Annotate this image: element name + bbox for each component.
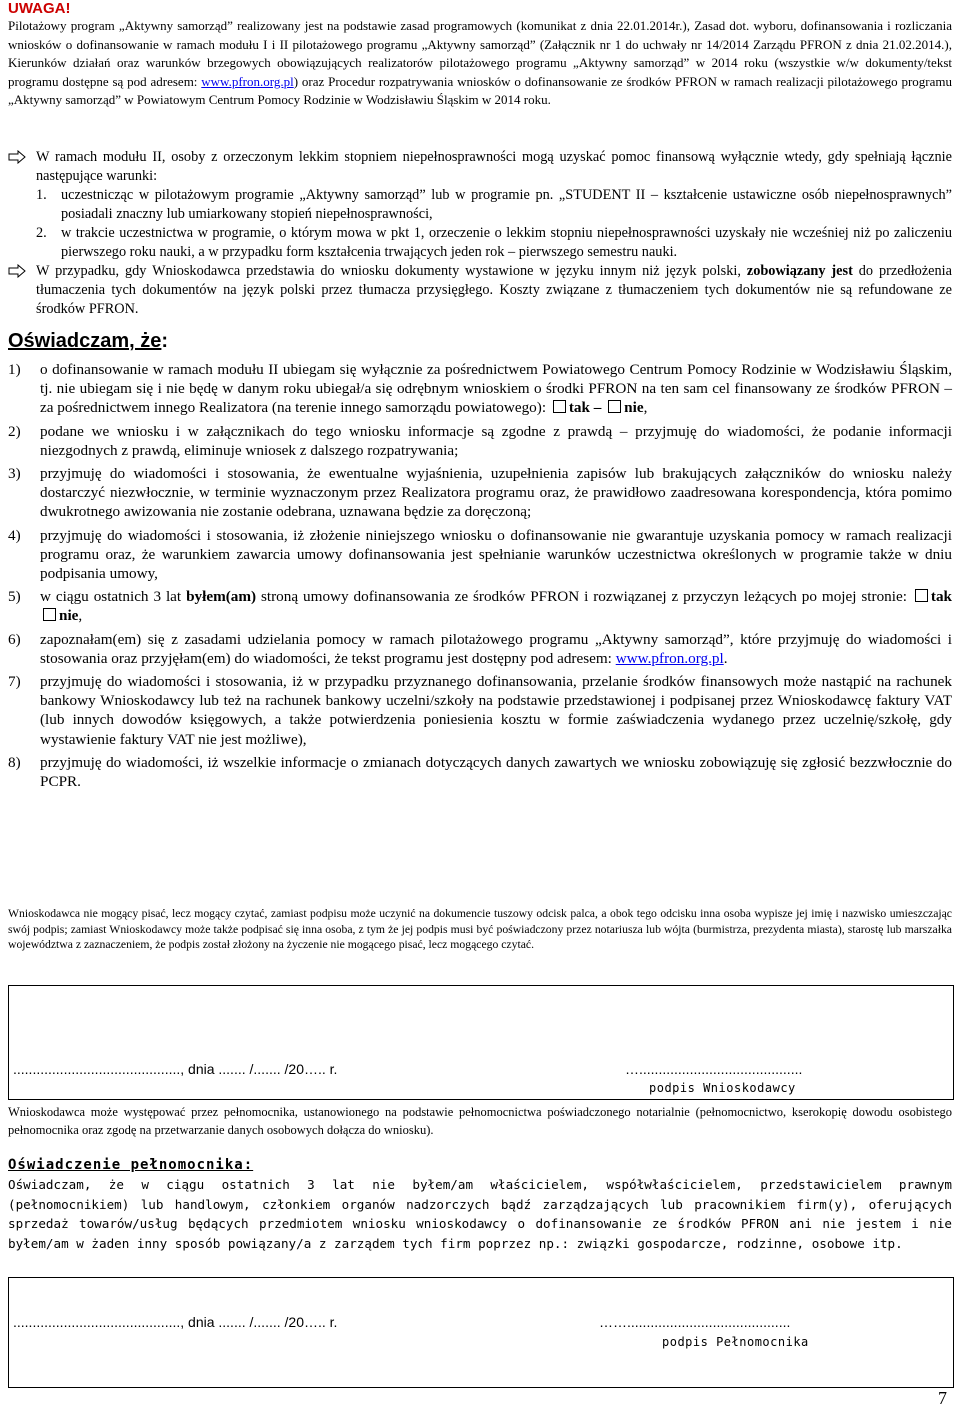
proxy-declaration-text: Oświadczam, że w ciągu ostatnich 3 lat nie byłem/am właścicielem, współwłaścicielem, przedstawicielem prawnym (pełnomocnikiem) lub handlowym, członkiem organów nadzorczych bądź zarządzających lub pracownikiem firm(y), oferujących sprzedaż towarów/usług będących przedmiotem wniosku wnioskodawcy o dofinansowanie ze środków PFRON ani nie jestem i nie byłem/am w żaden inny sposób powiązany/a z zarządem tych firm poprzez np.: związki gospodarcze, rodzinne, osobowe itp. bbox=[8, 1177, 952, 1251]
translation-text bbox=[36, 262, 952, 319]
place-date-field[interactable]: ..........................................., dnia ....... /....... /20….. r. bbox=[13, 1061, 338, 1077]
declaration-heading bbox=[8, 330, 168, 353]
item-text: przyjmuję do wiadomości, iż wszelkie informacje o zmianach dotyczących danych zawartych we wniosku zobowiązuję się zgłosić bezzwłocznie do PCPR. bbox=[40, 753, 952, 791]
declaration-item-7 bbox=[8, 672, 952, 749]
heading-text: Oświadczam, że bbox=[8, 330, 162, 352]
option-label: tak bbox=[568, 399, 590, 417]
warning-intro bbox=[8, 17, 952, 110]
applicant-signature-box bbox=[8, 985, 954, 1100]
text: do przedłożenia tłumaczenia tych dokumentów na język polski przez tłumacza przysięgłego. Koszty związane z tłumaczeniem tych dokumentów nie są refundowane ze środków PFRON. bbox=[36, 263, 952, 317]
declaration-item-8 bbox=[8, 753, 952, 791]
warning-title: UWAGA! bbox=[8, 0, 71, 17]
signature-line[interactable]: …….......................................... bbox=[599, 1314, 791, 1330]
item-number: 5) bbox=[8, 588, 21, 606]
pfron-link-intro[interactable]: www.pfron.org.pl bbox=[201, 73, 294, 89]
intro-text-1: Pilotażowy program „Aktywny samorząd” realizowany jest na podstawie zasad programowych (komunikat z dnia 22.01.2014r.), Zasad dot. wyboru, dofinansowania i rozliczania wniosków o dofinansowanie w ramach modułu I i II pilotażowego programu „Aktywny samorząd” (Załącznik nr 1 do uchwały nr 14/2014 Zarządu PFRON z dnia 21.02.2014.), Kierunków działań oraz warunków brzegowych obowiązujących realizatorów pilotażowego programu „Aktywny samorząd” w 2014 roku (wszystkie w/w dokumenty/tekst programu dostępne są pod adresem: bbox=[8, 18, 952, 89]
item-number: 8) bbox=[8, 753, 21, 771]
bold-text: zobowiązany jest bbox=[746, 263, 853, 279]
fingerprint-note: Wnioskodawca nie mogący pisać, lecz mogący czytać, zamiast podpisu może uczynić na dokumencie tuszowy odcisk palca, a obok tego odcisku inna osoba wypisze jej imię i nazwisko umieszczając swój podpis; zamiast Wnioskodawcy może także podpisać się inna osoba, z tym że jej podpis musi być poświadczony przez notariusza lub wójta (burmistrza, prezydenta miasta), starostę lub marszałka województwa z zaznaczeniem, że podpis został złożony na życzenie nie mogącego pisać, lecz mogącego czytać. bbox=[8, 907, 952, 951]
option-label: nie bbox=[59, 607, 79, 625]
declaration-item-4 bbox=[8, 526, 952, 584]
declaration-list bbox=[8, 360, 952, 795]
text: W przypadku, gdy Wnioskodawca przedstawia do wniosku dokumenty wystawione w języku innym niż język polski, bbox=[36, 263, 747, 279]
item-number: 3) bbox=[8, 465, 21, 483]
checkbox-no[interactable] bbox=[608, 400, 621, 413]
checkbox-no[interactable] bbox=[43, 608, 56, 621]
conditions-list bbox=[36, 186, 952, 262]
heading-colon: : bbox=[161, 330, 169, 352]
signature-line[interactable]: ….......................................... bbox=[625, 1061, 803, 1077]
item-text: podane we wniosku i w załącznikach do tego wniosku informacje są zgodne z prawdą – przyjmuję do wiadomości, że podanie informacji niezgodnych z prawdą, eliminuje wniosek z dalszego rozpatrywania; bbox=[40, 422, 952, 459]
item-number: 1. bbox=[36, 187, 47, 203]
item-number: 4) bbox=[8, 526, 21, 544]
declaration-item-1 bbox=[8, 360, 952, 418]
arrow-right-icon bbox=[8, 264, 26, 278]
page-number: 7 bbox=[938, 1388, 947, 1408]
item-text: , bbox=[643, 399, 648, 417]
item-text: . bbox=[723, 649, 728, 667]
list-item bbox=[36, 224, 952, 262]
bold-text: byłem(am) bbox=[186, 588, 257, 606]
proxy-signature-box bbox=[8, 1277, 954, 1388]
option-label: nie bbox=[624, 399, 644, 417]
checkbox-yes[interactable] bbox=[915, 589, 928, 602]
item-text: stroną umowy dofinansowania ze środków PFRON i rozwiązanej z przyczyn leżących po mojej stronie: bbox=[256, 588, 907, 606]
dash: – bbox=[593, 399, 602, 417]
item-number: 6) bbox=[8, 630, 21, 648]
intro-text-2: ) oraz Procedur rozpatrywania wniosków o dofinansowanie ze środków PFRON w ramach realizacji pilotażowego programu „Aktywny samorząd” w Powiatowym Centrum Pomocy Rodzinie w Wodzisławiu Śląskim w 2014 roku. bbox=[8, 73, 952, 107]
arrow-right-icon bbox=[8, 150, 26, 164]
list-item bbox=[36, 186, 952, 224]
item-text: przyjmuję do wiadomości i stosowania, że ewentualne wyjaśnienia, uzupełnienia zapisów lub brakujących załączników do wniosku należy dostarczyć niezwłocznie, w terminie wyznaczonym przez Realizatora programu oraz, że prawidłowo zaadresowana korespondencja, która pomimo dwukrotnego awizowania nie zostanie odebrana, uznawana będzie za doręczoną; bbox=[40, 465, 952, 521]
item-text: w trakcie uczestnictwa w programie, o którym mowa w pkt 1, orzeczenie o lekkim stopniu niepełnosprawności uzyskały nie wcześniej niż po zaliczeniu pierwszego roku nauki, a w przypadku form kształcenia trwających jeden rok – pierwszego semestru nauki. bbox=[61, 225, 952, 260]
declaration-item-3 bbox=[8, 464, 952, 522]
option-label: tak bbox=[930, 588, 952, 606]
declaration-item-5 bbox=[8, 587, 952, 625]
item-text: zapoznałam(em) się z zasadami udzielania pomocy w ramach pilotażowego programu „Aktywny samorząd”, które przyjmuję do wiadomości i stosowania oraz przyjęłam(em) do wiadomości, że tekst programu jest dostępny pod adresem: bbox=[40, 630, 952, 667]
item-text: przyjmuję do wiadomości i stosowania, iż złożenie niniejszego wniosku o dofinansowanie nie gwarantuje uzyskania pomocy w ramach realizacji programu oraz, że warunkiem zawarcia umowy dofinansowania jest spełnianie warunków uczestnictwa określonych w programie także w dniu podpisania umowy, bbox=[40, 526, 952, 583]
item-number: 2. bbox=[36, 225, 47, 241]
pfron-link[interactable]: www.pfron.org.pl bbox=[615, 649, 724, 667]
checkbox-yes[interactable] bbox=[553, 400, 566, 413]
item-text: o dofinansowanie w ramach modułu II ubiegam się wyłącznie za pośrednictwem Powiatowego Centrum Pomocy Rodzinie w Wodzisławiu Śląskim, tj. nie ubiegam się i nie będę w danym roku ubiegał/a się odrębnym wnioskiem o środki PFRON na ten sam cel finansowany ze środków PFRON – za pośrednictwem innego Realizatora (na terenie innego samorządu powiatowego): bbox=[40, 361, 952, 417]
item-number: 1) bbox=[8, 361, 21, 378]
item-text: w ciągu ostatnich 3 lat bbox=[40, 588, 187, 606]
arrow-note-module-ii bbox=[8, 148, 952, 262]
proxy-heading: Oświadczenie pełnomocnika: bbox=[8, 1157, 254, 1173]
signature-label: podpis Pełnomocnika bbox=[662, 1335, 809, 1349]
item-number: 7) bbox=[8, 673, 21, 691]
item-text: przyjmuję do wiadomości i stosowania, iż w przypadku przyznanego dofinansowania, przelanie środków finansowych może nastąpić na rachunek bankowy Wnioskodawcy lub też na rachunek bankowy uczelni/szkoły na podstawie przedstawionej i podpisanej przez Wnioskodawcę faktury VAT (lub innych dowodów księgowych, a także potwierdzenia poniesienia kosztu w formie zaświadczenia wydanego przez uczelnię/szkołę, gdy wystawienie faktury VAT nie jest możliwe), bbox=[40, 673, 952, 748]
item-number: 2) bbox=[8, 422, 21, 440]
proxy-note: Wnioskodawca może występować przez pełnomocnika, ustanowionego na podstawie pełnomocnictwa poświadczonego notarialnie (pełnomocnictwo, kserokopię dowodu osobistego pełnomocnika oraz zgodę na przetwarzanie danych osobowych dołącza do wniosku). bbox=[8, 1105, 952, 1137]
module-ii-intro: W ramach modułu II, osoby z orzeczonym lekkim stopniem niepełnosprawności mogą uzyskać pomoc finansową wyłącznie wtedy, gdy spełniają łącznie następujące warunki: bbox=[36, 149, 952, 184]
item-text: , bbox=[78, 607, 83, 625]
declaration-item-2 bbox=[8, 422, 952, 460]
arrow-note-translation bbox=[8, 262, 952, 319]
signature-label: podpis Wnioskodawcy bbox=[649, 1081, 796, 1095]
place-date-field[interactable]: ..........................................., dnia ....... /....... /20….. r. bbox=[13, 1314, 338, 1330]
declaration-item-6 bbox=[8, 630, 952, 668]
item-text: uczestnicząc w pilotażowym programie „Aktywny samorząd” lub w programie pn. „STUDENT II – kształcenie ustawiczne osób niepełnosprawnych” posiadali znaczny lub umiarkowany stopień niepełnosprawności, bbox=[61, 187, 952, 222]
